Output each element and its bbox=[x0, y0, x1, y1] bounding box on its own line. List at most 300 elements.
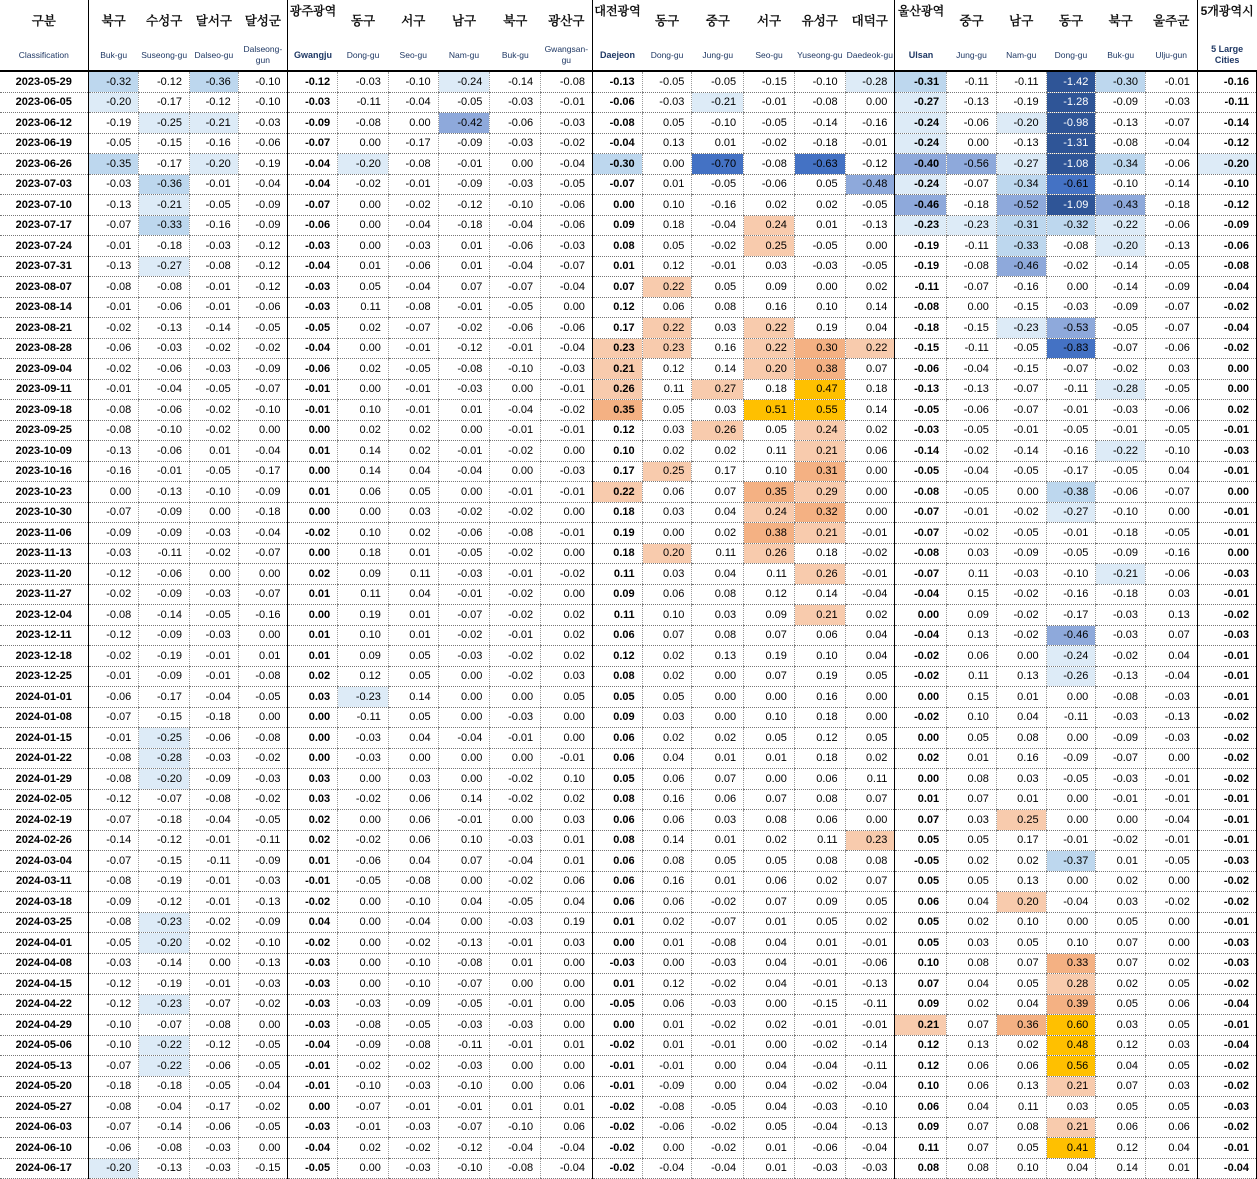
value-cell: -0.25 bbox=[139, 113, 190, 134]
value-cell: -0.07 bbox=[1146, 482, 1198, 503]
value-cell: -0.05 bbox=[388, 1015, 438, 1036]
value-cell: -0.07 bbox=[1146, 318, 1198, 339]
value-cell: -0.01 bbox=[1146, 71, 1198, 92]
value-cell: -0.02 bbox=[490, 646, 541, 667]
table-row bbox=[0, 666, 1257, 687]
row-date: 2023-05-29 bbox=[0, 71, 88, 92]
value-cell: 0.10 bbox=[996, 912, 1046, 933]
value-cell: 0.00 bbox=[895, 769, 947, 790]
value-cell: -0.01 bbox=[744, 92, 795, 113]
value-cell: 0.06 bbox=[642, 584, 692, 605]
value-cell: 0.00 bbox=[338, 236, 389, 257]
value-cell: 0.07 bbox=[692, 482, 744, 503]
value-cell: 0.01 bbox=[996, 789, 1046, 810]
row-date: 2024-01-08 bbox=[0, 707, 88, 728]
row-date: 2024-04-22 bbox=[0, 994, 88, 1015]
value-cell: -0.02 bbox=[190, 400, 239, 421]
row-date: 2023-09-18 bbox=[0, 400, 88, 421]
value-cell: 0.00 bbox=[288, 543, 338, 564]
table-row bbox=[0, 625, 1257, 646]
header-col-en: Gwangsan-gu bbox=[541, 40, 593, 71]
value-cell: 0.16 bbox=[996, 748, 1046, 769]
value-cell: -0.01 bbox=[1197, 420, 1256, 441]
value-cell: 0.07 bbox=[895, 810, 947, 831]
value-cell: -0.04 bbox=[947, 461, 997, 482]
value-cell: -0.43 bbox=[1096, 195, 1146, 216]
value-cell: -0.05 bbox=[1146, 256, 1198, 277]
value-cell: -0.01 bbox=[490, 933, 541, 954]
value-cell: 0.04 bbox=[388, 851, 438, 872]
table-row bbox=[0, 1056, 1257, 1077]
value-cell: -0.06 bbox=[139, 359, 190, 380]
value-cell: -0.20 bbox=[190, 154, 239, 175]
value-cell: -0.30 bbox=[1096, 71, 1146, 92]
value-cell: -0.02 bbox=[490, 769, 541, 790]
value-cell: -0.04 bbox=[288, 174, 338, 195]
value-cell: -0.20 bbox=[338, 154, 389, 175]
value-cell: 0.03 bbox=[288, 769, 338, 790]
value-cell: 0.02 bbox=[947, 851, 997, 872]
value-cell: 0.03 bbox=[541, 933, 593, 954]
value-cell: -0.03 bbox=[190, 584, 239, 605]
value-cell: -0.01 bbox=[388, 174, 438, 195]
value-cell: 0.20 bbox=[642, 543, 692, 564]
value-cell: -0.15 bbox=[744, 71, 795, 92]
value-cell: -0.03 bbox=[1197, 441, 1256, 462]
value-cell: 0.00 bbox=[895, 728, 947, 749]
value-cell: -0.04 bbox=[541, 1158, 593, 1179]
value-cell: -0.08 bbox=[592, 113, 642, 134]
value-cell: 0.21 bbox=[794, 605, 845, 626]
value-cell: -0.17 bbox=[139, 92, 190, 113]
value-cell: 0.02 bbox=[388, 441, 438, 462]
value-cell: -0.01 bbox=[438, 154, 490, 175]
value-cell: -0.03 bbox=[1096, 605, 1146, 626]
value-cell: 0.02 bbox=[388, 420, 438, 441]
value-cell: 0.00 bbox=[1046, 789, 1096, 810]
value-cell: -0.06 bbox=[288, 359, 338, 380]
value-cell: 0.14 bbox=[438, 789, 490, 810]
value-cell: -0.09 bbox=[388, 994, 438, 1015]
value-cell: -0.06 bbox=[1146, 154, 1198, 175]
value-cell: -0.09 bbox=[238, 215, 288, 236]
value-cell: -0.01 bbox=[692, 1035, 744, 1056]
value-cell: -0.05 bbox=[996, 338, 1046, 359]
value-cell: -0.05 bbox=[692, 1097, 744, 1118]
value-cell: -0.03 bbox=[1197, 851, 1256, 872]
value-cell: -0.02 bbox=[238, 338, 288, 359]
value-cell: 0.13 bbox=[996, 1076, 1046, 1097]
value-cell: 0.01 bbox=[490, 1097, 541, 1118]
value-cell: 0.11 bbox=[592, 564, 642, 585]
value-cell: 0.04 bbox=[845, 625, 895, 646]
header-col-en: Yuseong-gu bbox=[794, 40, 845, 71]
value-cell: -0.05 bbox=[238, 1117, 288, 1138]
value-cell: 0.21 bbox=[794, 523, 845, 544]
value-cell: -0.22 bbox=[139, 1035, 190, 1056]
value-cell: -0.10 bbox=[338, 1076, 389, 1097]
value-cell: 0.06 bbox=[338, 482, 389, 503]
value-cell: 0.00 bbox=[744, 687, 795, 708]
value-cell: 0.04 bbox=[1096, 1056, 1146, 1077]
value-cell: 0.00 bbox=[338, 379, 389, 400]
value-cell: 0.03 bbox=[288, 789, 338, 810]
value-cell: -0.01 bbox=[88, 666, 139, 687]
row-date: 2024-06-03 bbox=[0, 1117, 88, 1138]
value-cell: 0.00 bbox=[238, 625, 288, 646]
value-cell: -0.03 bbox=[190, 523, 239, 544]
header-col-kr: 중구 bbox=[692, 0, 744, 40]
value-cell: -0.05 bbox=[895, 400, 947, 421]
value-cell: -0.03 bbox=[190, 1138, 239, 1159]
value-cell: -0.34 bbox=[996, 174, 1046, 195]
value-cell: 0.14 bbox=[642, 830, 692, 851]
value-cell: -0.02 bbox=[338, 1056, 389, 1077]
value-cell: -0.07 bbox=[947, 174, 997, 195]
value-cell: 0.04 bbox=[996, 994, 1046, 1015]
value-cell: 0.10 bbox=[744, 461, 795, 482]
value-cell: -0.09 bbox=[1096, 92, 1146, 113]
value-cell: -0.02 bbox=[338, 174, 389, 195]
value-cell: -0.18 bbox=[190, 707, 239, 728]
value-cell: 0.55 bbox=[794, 400, 845, 421]
value-cell: -0.07 bbox=[88, 851, 139, 872]
value-cell: -0.07 bbox=[238, 379, 288, 400]
value-cell: -0.05 bbox=[794, 236, 845, 257]
value-cell: 0.18 bbox=[642, 215, 692, 236]
table-row bbox=[0, 974, 1257, 995]
value-cell: -0.05 bbox=[438, 543, 490, 564]
value-cell: 0.06 bbox=[1146, 1117, 1198, 1138]
value-cell: 0.09 bbox=[592, 215, 642, 236]
value-cell: -0.21 bbox=[692, 92, 744, 113]
value-cell: -0.21 bbox=[139, 195, 190, 216]
value-cell: -0.05 bbox=[438, 92, 490, 113]
value-cell: 0.38 bbox=[794, 359, 845, 380]
value-cell: -0.01 bbox=[794, 974, 845, 995]
value-cell: 0.05 bbox=[996, 974, 1046, 995]
value-cell: 0.00 bbox=[190, 502, 239, 523]
header-col-en: Jung-gu bbox=[692, 40, 744, 71]
header-col-en: Seo-gu bbox=[744, 40, 795, 71]
value-cell: 0.05 bbox=[541, 687, 593, 708]
value-cell: -0.12 bbox=[88, 974, 139, 995]
value-cell: 0.21 bbox=[794, 441, 845, 462]
value-cell: 0.14 bbox=[338, 441, 389, 462]
value-cell: -0.07 bbox=[88, 1056, 139, 1077]
value-cell: 0.16 bbox=[692, 338, 744, 359]
row-date: 2024-04-08 bbox=[0, 953, 88, 974]
value-cell: -0.17 bbox=[139, 687, 190, 708]
value-cell: 0.03 bbox=[947, 933, 997, 954]
value-cell: 0.48 bbox=[1046, 1035, 1096, 1056]
value-cell: 0.26 bbox=[744, 543, 795, 564]
value-cell: -0.02 bbox=[1197, 1076, 1256, 1097]
value-cell: -0.08 bbox=[388, 297, 438, 318]
table-row bbox=[0, 789, 1257, 810]
value-cell: -0.05 bbox=[1146, 420, 1198, 441]
value-cell: -0.02 bbox=[1096, 830, 1146, 851]
value-cell: -0.06 bbox=[490, 318, 541, 339]
value-cell: -0.04 bbox=[438, 461, 490, 482]
value-cell: -0.07 bbox=[895, 523, 947, 544]
value-cell: 0.09 bbox=[338, 646, 389, 667]
value-cell: 0.00 bbox=[541, 728, 593, 749]
value-cell: -0.02 bbox=[190, 543, 239, 564]
value-cell: 0.05 bbox=[895, 912, 947, 933]
value-cell: -0.02 bbox=[388, 195, 438, 216]
value-cell: -0.11 bbox=[947, 338, 997, 359]
value-cell: -0.05 bbox=[490, 297, 541, 318]
value-cell: -0.15 bbox=[996, 297, 1046, 318]
value-cell: 0.00 bbox=[490, 810, 541, 831]
value-cell: 0.31 bbox=[794, 461, 845, 482]
value-cell: -0.04 bbox=[895, 584, 947, 605]
header-col-en: Dong-gu bbox=[1046, 40, 1096, 71]
value-cell: -0.04 bbox=[388, 277, 438, 298]
value-cell: 0.00 bbox=[642, 1138, 692, 1159]
value-cell: -0.01 bbox=[190, 830, 239, 851]
value-cell: 0.39 bbox=[1046, 994, 1096, 1015]
value-cell: -0.32 bbox=[88, 71, 139, 92]
value-cell: -0.04 bbox=[541, 1138, 593, 1159]
value-cell: 0.47 bbox=[794, 379, 845, 400]
value-cell: 0.01 bbox=[541, 1097, 593, 1118]
value-cell: -0.83 bbox=[1046, 338, 1096, 359]
value-cell: 0.07 bbox=[947, 1015, 997, 1036]
value-cell: -0.14 bbox=[139, 953, 190, 974]
value-cell: -0.02 bbox=[388, 933, 438, 954]
value-cell: -0.03 bbox=[490, 174, 541, 195]
value-cell: -0.04 bbox=[238, 1076, 288, 1097]
value-cell: -0.11 bbox=[338, 707, 389, 728]
value-cell: -0.04 bbox=[490, 1138, 541, 1159]
value-cell: 0.18 bbox=[794, 748, 845, 769]
value-cell: -0.04 bbox=[692, 1158, 744, 1179]
value-cell: 0.00 bbox=[338, 502, 389, 523]
value-cell: -0.03 bbox=[438, 1056, 490, 1077]
value-cell: -0.02 bbox=[490, 584, 541, 605]
value-cell: -0.22 bbox=[1096, 441, 1146, 462]
value-cell: 0.00 bbox=[895, 687, 947, 708]
row-date: 2024-03-04 bbox=[0, 851, 88, 872]
value-cell: -0.10 bbox=[88, 1035, 139, 1056]
value-cell: 0.00 bbox=[541, 953, 593, 974]
value-cell: -0.09 bbox=[88, 892, 139, 913]
value-cell: -0.01 bbox=[190, 646, 239, 667]
value-cell: -0.08 bbox=[947, 256, 997, 277]
value-cell: 0.03 bbox=[1146, 359, 1198, 380]
value-cell: -0.03 bbox=[338, 994, 389, 1015]
value-cell: 0.10 bbox=[642, 605, 692, 626]
value-cell: 0.02 bbox=[642, 912, 692, 933]
value-cell: 0.04 bbox=[845, 318, 895, 339]
value-cell: 0.05 bbox=[388, 666, 438, 687]
value-cell: 0.00 bbox=[947, 297, 997, 318]
value-cell: 0.00 bbox=[1046, 687, 1096, 708]
table-row bbox=[0, 912, 1257, 933]
value-cell: 0.00 bbox=[541, 994, 593, 1015]
value-cell: 0.07 bbox=[692, 769, 744, 790]
value-cell: -0.08 bbox=[541, 71, 593, 92]
value-cell: 0.01 bbox=[592, 912, 642, 933]
value-cell: 0.09 bbox=[794, 892, 845, 913]
value-cell: 0.01 bbox=[592, 256, 642, 277]
value-cell: -0.61 bbox=[1046, 174, 1096, 195]
value-cell: -0.03 bbox=[388, 236, 438, 257]
value-cell: -0.03 bbox=[692, 953, 744, 974]
value-cell: -0.08 bbox=[744, 154, 795, 175]
value-cell: 0.05 bbox=[996, 1138, 1046, 1159]
value-cell: -0.03 bbox=[642, 92, 692, 113]
value-cell: -0.23 bbox=[139, 994, 190, 1015]
value-cell: -0.03 bbox=[541, 461, 593, 482]
value-cell: -0.02 bbox=[1197, 297, 1256, 318]
value-cell: 0.00 bbox=[642, 523, 692, 544]
value-cell: -0.08 bbox=[895, 482, 947, 503]
value-cell: -0.07 bbox=[996, 400, 1046, 421]
value-cell: -0.16 bbox=[996, 277, 1046, 298]
value-cell: 0.06 bbox=[388, 810, 438, 831]
value-cell: -0.03 bbox=[438, 646, 490, 667]
value-cell: -0.06 bbox=[541, 195, 593, 216]
value-cell: 0.07 bbox=[845, 789, 895, 810]
table-row bbox=[0, 195, 1257, 216]
table-row bbox=[0, 441, 1257, 462]
value-cell: 0.05 bbox=[388, 482, 438, 503]
value-cell: -0.03 bbox=[1146, 728, 1198, 749]
value-cell: -0.09 bbox=[338, 1035, 389, 1056]
value-cell: 0.00 bbox=[541, 502, 593, 523]
value-cell: -0.01 bbox=[541, 748, 593, 769]
value-cell: 0.06 bbox=[642, 810, 692, 831]
value-cell: -0.07 bbox=[238, 584, 288, 605]
value-cell: 0.51 bbox=[744, 400, 795, 421]
value-cell: -0.10 bbox=[388, 71, 438, 92]
value-cell: -0.01 bbox=[592, 1076, 642, 1097]
value-cell: 0.08 bbox=[947, 769, 997, 790]
value-cell: -0.01 bbox=[190, 892, 239, 913]
value-cell: -0.14 bbox=[88, 830, 139, 851]
value-cell: -0.13 bbox=[238, 953, 288, 974]
value-cell: -0.02 bbox=[190, 420, 239, 441]
value-cell: -0.07 bbox=[490, 277, 541, 298]
value-cell: -0.11 bbox=[895, 277, 947, 298]
value-cell: -0.08 bbox=[388, 1035, 438, 1056]
value-cell: -0.07 bbox=[438, 1117, 490, 1138]
value-cell: 0.03 bbox=[388, 502, 438, 523]
value-cell: -0.13 bbox=[88, 256, 139, 277]
value-cell: -0.01 bbox=[190, 277, 239, 298]
value-cell: -0.02 bbox=[288, 933, 338, 954]
value-cell: 0.08 bbox=[642, 851, 692, 872]
value-cell: 0.12 bbox=[642, 359, 692, 380]
value-cell: -0.05 bbox=[845, 256, 895, 277]
value-cell: -0.01 bbox=[490, 994, 541, 1015]
value-cell: 0.05 bbox=[642, 400, 692, 421]
row-date: 2024-04-15 bbox=[0, 974, 88, 995]
value-cell: 0.01 bbox=[541, 851, 593, 872]
value-cell: 0.04 bbox=[996, 707, 1046, 728]
value-cell: -0.01 bbox=[438, 1097, 490, 1118]
value-cell: 0.36 bbox=[996, 1015, 1046, 1036]
row-date: 2023-10-23 bbox=[0, 482, 88, 503]
value-cell: 0.00 bbox=[190, 953, 239, 974]
value-cell: -0.04 bbox=[288, 154, 338, 175]
value-cell: -0.05 bbox=[1146, 851, 1198, 872]
value-cell: 0.06 bbox=[947, 646, 997, 667]
value-cell: -0.21 bbox=[1096, 564, 1146, 585]
header-col-en: Dong-gu bbox=[338, 40, 389, 71]
value-cell: -0.08 bbox=[190, 1015, 239, 1036]
value-cell: 0.08 bbox=[794, 851, 845, 872]
value-cell: 0.03 bbox=[947, 810, 997, 831]
value-cell: 0.07 bbox=[1146, 625, 1198, 646]
value-cell: 0.02 bbox=[338, 318, 389, 339]
value-cell: 0.01 bbox=[692, 748, 744, 769]
row-date: 2023-06-19 bbox=[0, 133, 88, 154]
value-cell: 0.03 bbox=[1146, 1035, 1198, 1056]
value-cell: -0.04 bbox=[1197, 1158, 1256, 1179]
value-cell: 0.27 bbox=[692, 379, 744, 400]
value-cell: -0.07 bbox=[895, 564, 947, 585]
value-cell: -0.08 bbox=[1197, 256, 1256, 277]
value-cell: -0.01 bbox=[1096, 789, 1146, 810]
value-cell: 0.01 bbox=[692, 830, 744, 851]
value-cell: 0.07 bbox=[1096, 933, 1146, 954]
value-cell: 0.00 bbox=[1046, 277, 1096, 298]
value-cell: 0.02 bbox=[947, 994, 997, 1015]
value-cell: 0.11 bbox=[744, 564, 795, 585]
value-cell: -0.06 bbox=[845, 953, 895, 974]
value-cell: 0.06 bbox=[794, 625, 845, 646]
value-cell: -0.16 bbox=[190, 133, 239, 154]
value-cell: -0.04 bbox=[1146, 666, 1198, 687]
value-cell: 0.04 bbox=[692, 502, 744, 523]
value-cell: 0.00 bbox=[744, 994, 795, 1015]
value-cell: -0.08 bbox=[1096, 133, 1146, 154]
value-cell: 0.22 bbox=[744, 338, 795, 359]
value-cell: -0.04 bbox=[190, 810, 239, 831]
value-cell: 0.05 bbox=[744, 728, 795, 749]
value-cell: -0.09 bbox=[1096, 297, 1146, 318]
value-cell: -0.30 bbox=[592, 154, 642, 175]
row-date: 2023-09-11 bbox=[0, 379, 88, 400]
value-cell: 0.23 bbox=[642, 338, 692, 359]
value-cell: -0.03 bbox=[541, 359, 593, 380]
value-cell: 0.02 bbox=[338, 420, 389, 441]
table-row bbox=[0, 892, 1257, 913]
value-cell: 0.10 bbox=[338, 523, 389, 544]
value-cell: -0.03 bbox=[288, 297, 338, 318]
value-cell: 0.03 bbox=[692, 400, 744, 421]
value-cell: -0.01 bbox=[794, 1015, 845, 1036]
value-cell: -0.02 bbox=[1197, 605, 1256, 626]
value-cell: -0.08 bbox=[139, 277, 190, 298]
value-cell: -0.05 bbox=[1146, 379, 1198, 400]
value-cell: 0.30 bbox=[794, 338, 845, 359]
value-cell: -0.14 bbox=[190, 318, 239, 339]
value-cell: -0.36 bbox=[139, 174, 190, 195]
value-cell: -0.03 bbox=[388, 1158, 438, 1179]
value-cell: -0.10 bbox=[88, 1015, 139, 1036]
value-cell: -0.04 bbox=[1197, 318, 1256, 339]
row-date: 2023-07-17 bbox=[0, 215, 88, 236]
value-cell: -0.04 bbox=[438, 728, 490, 749]
value-cell: -0.07 bbox=[996, 379, 1046, 400]
table-row bbox=[0, 646, 1257, 667]
header-col-kr: 대전광역 bbox=[592, 0, 642, 40]
